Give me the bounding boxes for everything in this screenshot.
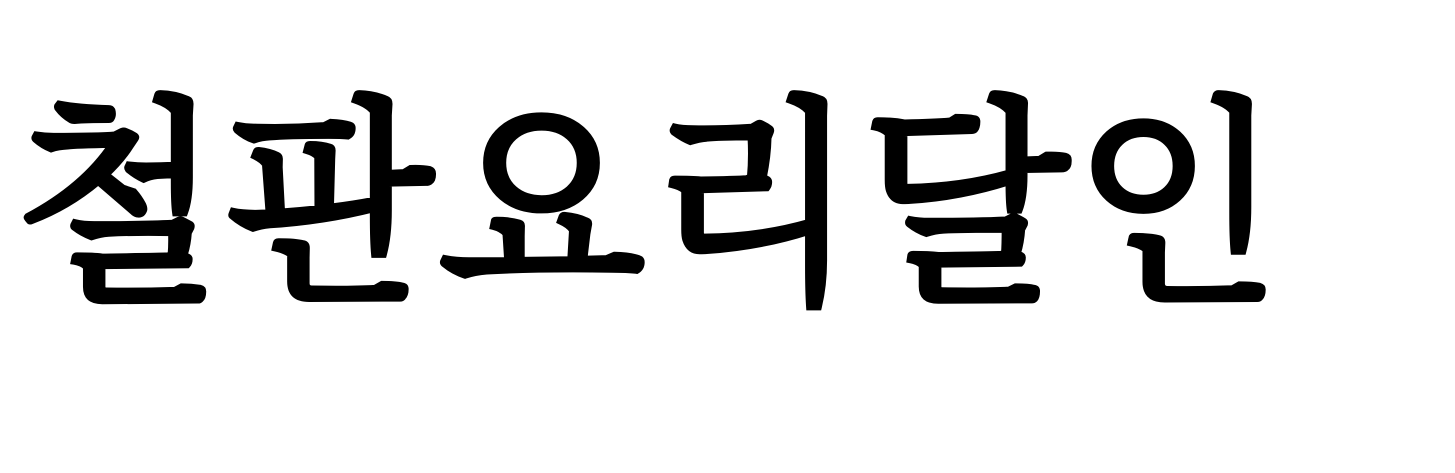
logo-wordmark: 철판요리달인 — [14, 78, 1286, 336]
